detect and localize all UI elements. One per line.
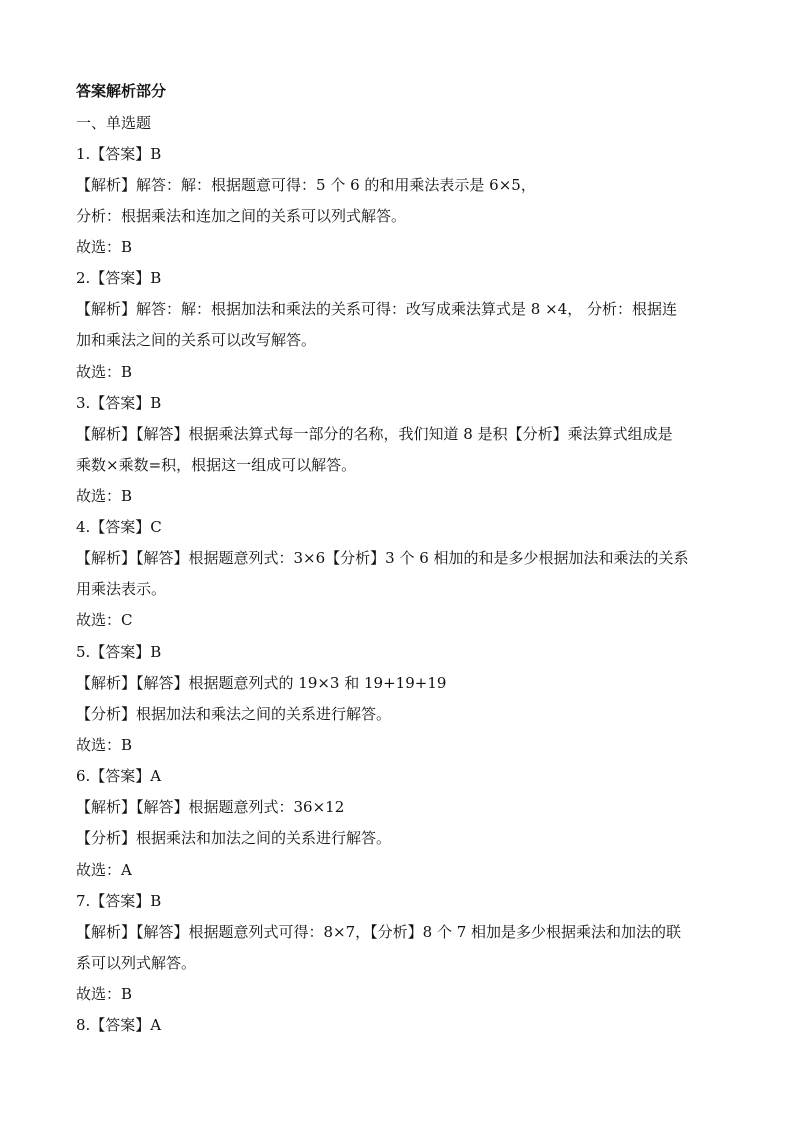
item-2-choice: 故选：B	[76, 363, 133, 381]
item-2-analysis-line-1: 【解析】解答：解：根据加法和乘法的关系可得：改写成乘法算式是 8 ×4， 分析：根据连	[76, 300, 677, 318]
item-6-answer: 6.【答案】A	[76, 767, 162, 785]
item-3-analysis-line-1: 【解析】【解答】根据乘法算式每一部分的名称，我们知道 8 是积【分析】乘法算式组成是	[76, 425, 673, 443]
item-1-analysis-line-2: 分析：根据乘法和连加之间的关系可以列式解答。	[76, 207, 407, 225]
item-6-analysis-line-2: 【分析】根据乘法和加法之间的关系进行解答。	[76, 829, 392, 847]
item-6-analysis-line-1: 【解析】【解答】根据题意列式：36×12	[76, 798, 345, 816]
item-1-answer: 1.【答案】B	[76, 145, 162, 163]
item-5-choice: 故选：B	[76, 736, 133, 754]
item-1-analysis-line-1: 【解析】解答：解：根据题意可得：5 个 6 的和用乘法表示是 6×5，	[76, 176, 536, 194]
page-heading: 答案解析部分	[76, 82, 167, 100]
item-7-choice: 故选：B	[76, 985, 133, 1003]
item-3-answer: 3.【答案】B	[76, 394, 162, 412]
item-3-analysis-line-2: 乘数×乘数=积，根据这一组成可以解答。	[76, 456, 357, 474]
item-7-analysis-line-1: 【解析】【解答】根据题意列式可得：8×7，【分析】8 个 7 相加是多少根据乘法和加法的联	[76, 923, 682, 941]
item-2-analysis-line-2: 加和乘法之间的关系可以改写解答。	[76, 331, 317, 349]
item-8-answer: 8.【答案】A	[76, 1016, 162, 1034]
item-3-choice: 故选：B	[76, 487, 133, 505]
item-5-analysis-line-2: 【分析】根据加法和乘法之间的关系进行解答。	[76, 705, 392, 723]
item-7-answer: 7.【答案】B	[76, 892, 162, 910]
item-4-answer: 4.【答案】C	[76, 518, 162, 536]
item-6-choice: 故选：A	[76, 861, 132, 879]
item-2-answer: 2.【答案】B	[76, 269, 162, 287]
item-4-analysis-line-1: 【解析】【解答】根据题意列式：3×6【分析】3 个 6 相加的和是多少根据加法和乘法的关系	[76, 549, 689, 567]
item-7-analysis-line-2: 系可以列式解答。	[76, 954, 197, 972]
item-1-choice: 故选：B	[76, 238, 133, 256]
item-5-answer: 5.【答案】B	[76, 643, 162, 661]
item-4-analysis-line-2: 用乘法表示。	[76, 580, 167, 598]
item-4-choice: 故选：C	[76, 611, 133, 629]
item-5-analysis-line-1: 【解析】【解答】根据题意列式的 19×3 和 19+19+19	[76, 674, 447, 692]
section-title: 一、单选题	[76, 114, 152, 132]
